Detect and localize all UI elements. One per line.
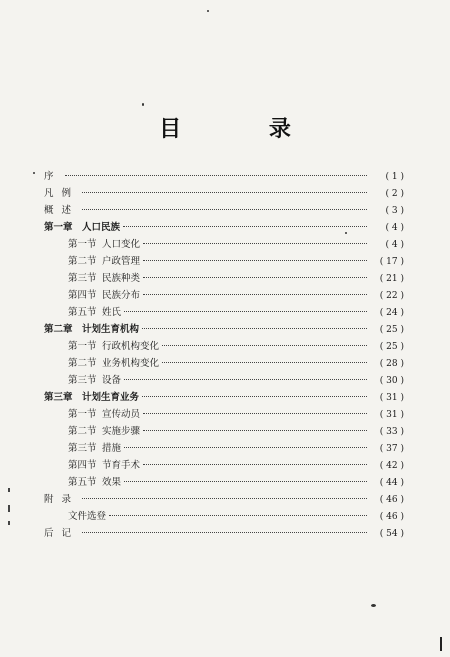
toc-entry-number: 第四节 [68, 290, 97, 301]
toc-entry-title: 业务机构变化 [102, 358, 160, 369]
leader-dots [143, 260, 367, 261]
leader-dots [142, 396, 367, 397]
toc-entry [44, 406, 404, 423]
toc-entry-number: 第二章 [44, 324, 73, 335]
toc-page-number: ( 25 ) [370, 339, 404, 356]
table-of-contents [44, 168, 404, 542]
leader-dots [65, 175, 367, 176]
toc-entry-number: 第二节 [68, 426, 97, 437]
toc-entry-label [68, 236, 140, 253]
toc-entry-title: 实施步骤 [102, 426, 141, 437]
toc-entry-label [44, 525, 79, 542]
toc-entry-label [44, 219, 120, 236]
leader-dots [123, 226, 367, 227]
toc-entry-title: 设备 [102, 375, 122, 386]
toc-entry-title: 凡例 [44, 188, 80, 199]
toc-page-number: ( 22 ) [370, 288, 404, 305]
toc-entry [44, 440, 404, 457]
toc-entry-title: 民族分布 [102, 290, 141, 301]
toc-entry [44, 321, 404, 338]
toc-entry-label [68, 355, 159, 372]
toc-entry-label [68, 372, 121, 389]
toc-entry-title: 计划生育业务 [82, 392, 140, 403]
toc-entry-label [44, 389, 139, 406]
toc-entry-label [68, 270, 140, 287]
leader-dots [82, 192, 367, 193]
toc-entry [44, 168, 404, 185]
toc-page-number: ( 2 ) [370, 186, 404, 203]
toc-entry-label [44, 202, 79, 219]
toc-entry-title: 文件选登 [68, 511, 107, 522]
toc-entry-number: 第一节 [68, 409, 97, 420]
toc-entry-title: 概述 [44, 205, 80, 216]
toc-entry-title: 民族种类 [102, 273, 141, 284]
toc-entry [44, 219, 404, 236]
toc-entry-label [68, 338, 159, 355]
toc-entry-title: 后记 [44, 528, 80, 539]
toc-entry-number: 第三节 [68, 443, 97, 454]
toc-entry-label [44, 321, 139, 338]
toc-entry [44, 304, 404, 321]
toc-entry-label [44, 491, 79, 508]
toc-entry [44, 474, 404, 491]
toc-entry-label [68, 423, 140, 440]
toc-page-number: ( 54 ) [370, 526, 404, 543]
toc-entry-number: 第一节 [68, 341, 97, 352]
toc-entry-label [68, 287, 140, 304]
toc-entry-number: 第三节 [68, 375, 97, 386]
toc-entry-number: 第一章 [44, 222, 73, 233]
toc-page-number: ( 31 ) [370, 407, 404, 424]
leader-dots [143, 430, 367, 431]
toc-page-number: ( 21 ) [370, 271, 404, 288]
page-edge-mark [440, 637, 442, 651]
toc-entry-label [44, 185, 79, 202]
toc-entry-label [68, 474, 121, 491]
leader-dots [143, 413, 367, 414]
toc-entry-label [68, 440, 121, 457]
toc-entry [44, 508, 404, 525]
toc-page-number: ( 42 ) [370, 458, 404, 475]
toc-entry [44, 202, 404, 219]
toc-entry [44, 457, 404, 474]
toc-entry-number: 第五节 [68, 307, 97, 318]
toc-entry [44, 287, 404, 304]
toc-entry [44, 525, 404, 542]
toc-page-number: ( 24 ) [370, 305, 404, 322]
leader-dots [143, 277, 367, 278]
toc-entry-number: 第一节 [68, 239, 97, 250]
toc-entry-title: 户政管理 [102, 256, 141, 267]
toc-page-number: ( 28 ) [370, 356, 404, 373]
toc-entry-title: 附录 [44, 494, 80, 505]
toc-page-number: ( 3 ) [370, 203, 404, 220]
leader-dots [82, 532, 367, 533]
toc-entry [44, 355, 404, 372]
toc-page-number: ( 33 ) [370, 424, 404, 441]
page-title: 目 录 [159, 117, 331, 142]
toc-entry-label [44, 168, 62, 185]
toc-entry-title: 节育手术 [102, 460, 141, 471]
toc-entry-number: 第二节 [68, 256, 97, 267]
toc-entry-number: 第四节 [68, 460, 97, 471]
toc-page-number: ( 1 ) [370, 169, 404, 186]
leader-dots [143, 294, 367, 295]
toc-entry-label [68, 406, 140, 423]
toc-entry [44, 270, 404, 287]
toc-entry-number: 第五节 [68, 477, 97, 488]
toc-entry-title: 效果 [102, 477, 122, 488]
toc-entry [44, 389, 404, 406]
toc-page-number: ( 31 ) [370, 390, 404, 407]
toc-entry [44, 491, 404, 508]
toc-entry [44, 236, 404, 253]
toc-entry-title: 宣传动员 [102, 409, 141, 420]
toc-entry [44, 372, 404, 389]
toc-page-number: ( 4 ) [370, 237, 404, 254]
toc-entry-title: 人口变化 [102, 239, 141, 250]
leader-dots [162, 362, 367, 363]
toc-entry [44, 253, 404, 270]
leader-dots [82, 498, 367, 499]
toc-page-number: ( 17 ) [370, 254, 404, 271]
leader-dots [142, 328, 367, 329]
leader-dots [124, 481, 367, 482]
toc-page-number: ( 30 ) [370, 373, 404, 390]
toc-entry-number: 第三章 [44, 392, 73, 403]
toc-entry-title: 措施 [102, 443, 122, 454]
leader-dots [82, 209, 367, 210]
leader-dots [124, 379, 367, 380]
leader-dots [109, 515, 367, 516]
leader-dots [143, 243, 367, 244]
toc-page-number: ( 4 ) [370, 220, 404, 237]
toc-entry-number: 第二节 [68, 358, 97, 369]
leader-dots [124, 447, 367, 448]
toc-entry-title: 行政机构变化 [102, 341, 160, 352]
toc-entry-title: 人口民族 [82, 222, 121, 233]
toc-entry-title: 姓氏 [102, 307, 122, 318]
toc-page-number: ( 44 ) [370, 475, 404, 492]
toc-entry-number: 第三节 [68, 273, 97, 284]
toc-entry-label [68, 253, 140, 270]
leader-dots [124, 311, 367, 312]
toc-entry [44, 423, 404, 440]
toc-entry-label [68, 457, 140, 474]
leader-dots [143, 464, 367, 465]
toc-entry-title: 计划生育机构 [82, 324, 140, 335]
toc-entry-label [68, 508, 106, 525]
toc-entry [44, 185, 404, 202]
toc-page-number: ( 46 ) [370, 509, 404, 526]
toc-page-number: ( 25 ) [370, 322, 404, 339]
toc-entry-title: 序 [44, 171, 62, 182]
leader-dots [162, 345, 367, 346]
toc-page-number: ( 46 ) [370, 492, 404, 509]
toc-entry-label [68, 304, 121, 321]
toc-entry [44, 338, 404, 355]
toc-page-number: ( 37 ) [370, 441, 404, 458]
